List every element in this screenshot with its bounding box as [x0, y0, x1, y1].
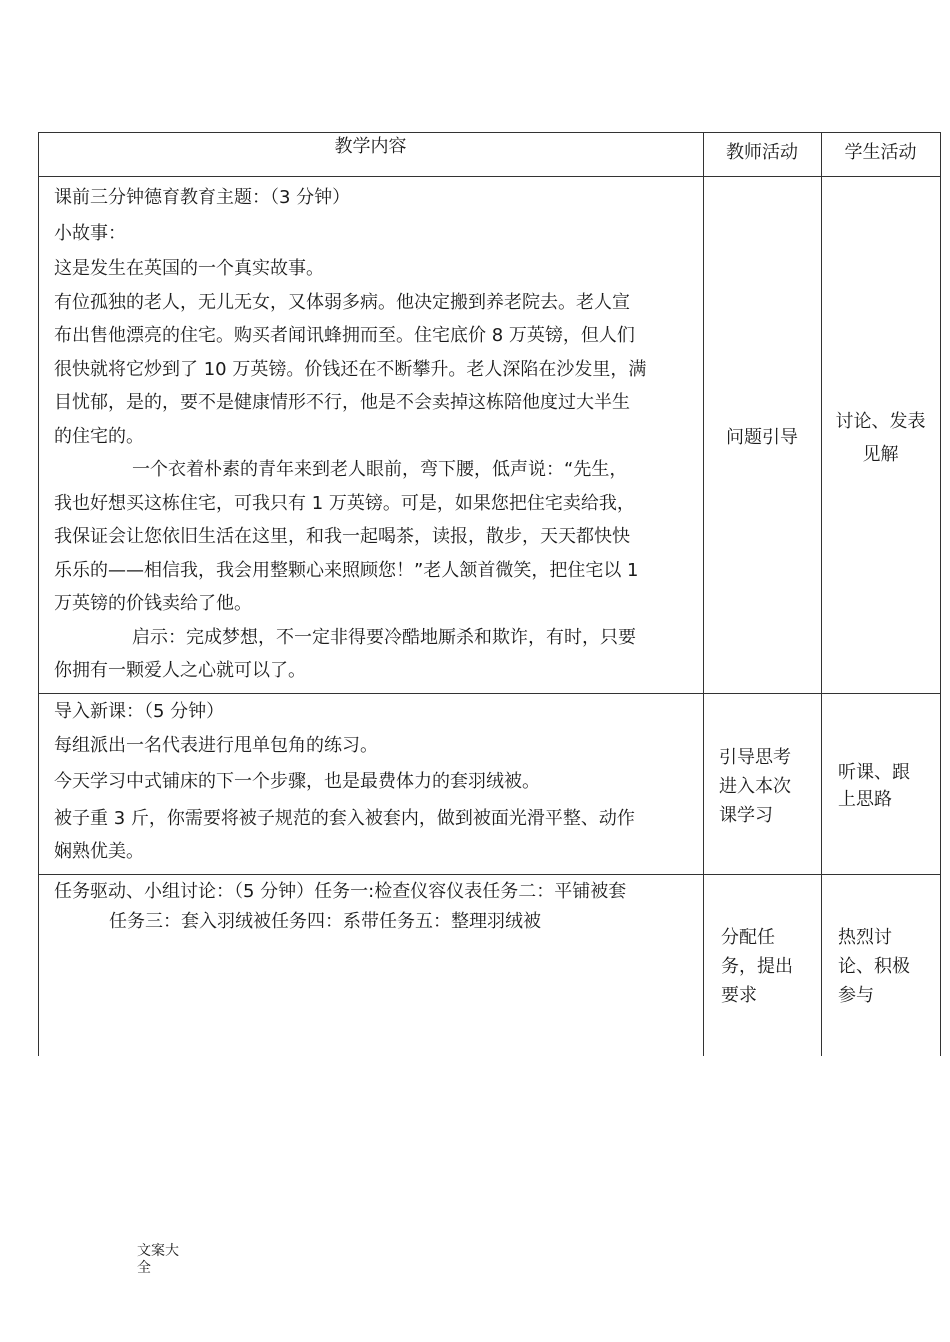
teacher-line: 要求: [721, 985, 757, 1006]
row2-student-activity: [838, 758, 938, 814]
row2-content: [54, 699, 699, 867]
teacher-line: 课学习: [719, 805, 773, 826]
content-line: 今天学习中式铺床的下一个步骤，也是最费体力的套羽绒被。: [54, 771, 540, 792]
content-line: 你拥有一颗爱人之心就可以了。: [54, 660, 306, 681]
student-line: 论、积极: [838, 956, 910, 977]
content-line: 导入新课：（5 分钟）: [54, 701, 225, 722]
header-content: 教学内容: [334, 136, 407, 157]
header-teacher-activity: 教师活动: [726, 142, 798, 163]
content-line: 乐乐的——相信我，我会用整颗心来照顾您！”老人颔首微笑，把住宅以 1: [54, 559, 639, 581]
row3-content: [54, 877, 714, 937]
content-line: 小故事：: [54, 222, 126, 244]
student-line: 听课、跟: [838, 762, 910, 783]
content-line: 被子重 3 斤，你需要将被子规范的套入被套内，做到被面光滑平整、动作: [54, 808, 635, 829]
footer-label: 文案大全: [137, 1243, 179, 1276]
row-divider: [38, 693, 941, 694]
content-line: 启示：完成梦想，不一定非得要冷酷地厮杀和欺诈，有时，只要: [132, 626, 636, 648]
table-border-left: [38, 132, 39, 1056]
header-student-activity: 学生活动: [844, 142, 917, 163]
teacher-line: 务，提出: [721, 956, 793, 977]
content-line: 任务驱动、小组讨论：（5 分钟）任务一:检查仪容仪表任务二：平铺被套: [54, 881, 627, 902]
content-line: 每组派出一名代表进行甩单包角的练习。: [54, 735, 378, 756]
row1-student-activity: [821, 407, 940, 469]
content-line: 我也好想买这栋住宅，可我只有 1 万英镑。可是，如果您把住宅卖给我，: [54, 492, 635, 514]
row-divider: [38, 874, 941, 875]
student-line: 上思路: [838, 789, 892, 810]
lesson-plan-table: [38, 132, 941, 1056]
table-border-right: [940, 132, 941, 1056]
row1-content: [54, 181, 699, 688]
student-line: 讨论、发表: [835, 411, 926, 432]
teacher-line: 进入本次: [719, 776, 791, 797]
row1-teacher-activity: [703, 423, 821, 452]
content-line: 任务三：套入羽绒被任务四：系带任务五：整理羽绒被: [109, 911, 541, 932]
row-divider: [38, 176, 941, 177]
row2-teacher-activity: [719, 743, 819, 830]
column-divider: [821, 132, 822, 1056]
content-line: 这是发生在英国的一个真实故事。: [54, 258, 324, 279]
content-line: 目忧郁，是的，要不是健康情形不行，他是不会卖掉这栋陪他度过大半生: [54, 392, 630, 413]
row3-teacher-activity: [721, 923, 819, 1010]
content-line: 娴熟优美。: [54, 841, 144, 862]
teacher-line: 问题引导: [726, 427, 798, 448]
table-border-top: [38, 132, 941, 133]
student-line: 见解: [862, 444, 899, 465]
content-line: 布出售他漂亮的住宅。购买者闻讯蜂拥而至。住宅底价 8 万英镑，但人们: [54, 325, 635, 346]
content-line: 万英镑的价钱卖给了他。: [54, 593, 252, 614]
content-line: 课前三分钟德育教育主题：（3 分钟）: [54, 187, 351, 208]
content-line: 一个衣着朴素的青年来到老人眼前，弯下腰，低声说：“先生，: [132, 459, 628, 480]
content-line: 我保证会让您依旧生活在这里，和我一起喝茶，读报，散步，天天都快快: [54, 526, 630, 547]
student-line: 参与: [838, 985, 874, 1006]
content-line: 有位孤独的老人，无儿无女，又体弱多病。他决定搬到养老院去。老人宣: [54, 291, 630, 313]
teacher-line: 分配任: [721, 927, 775, 948]
teacher-line: 引导思考: [719, 747, 791, 768]
content-line: 很快就将它炒到了 10 万英镑。价钱还在不断攀升。老人深陷在沙发里，满: [54, 358, 647, 380]
student-line: 热烈讨: [838, 927, 892, 948]
content-line: 的住宅的。: [54, 425, 144, 447]
row3-student-activity: [838, 923, 938, 1010]
